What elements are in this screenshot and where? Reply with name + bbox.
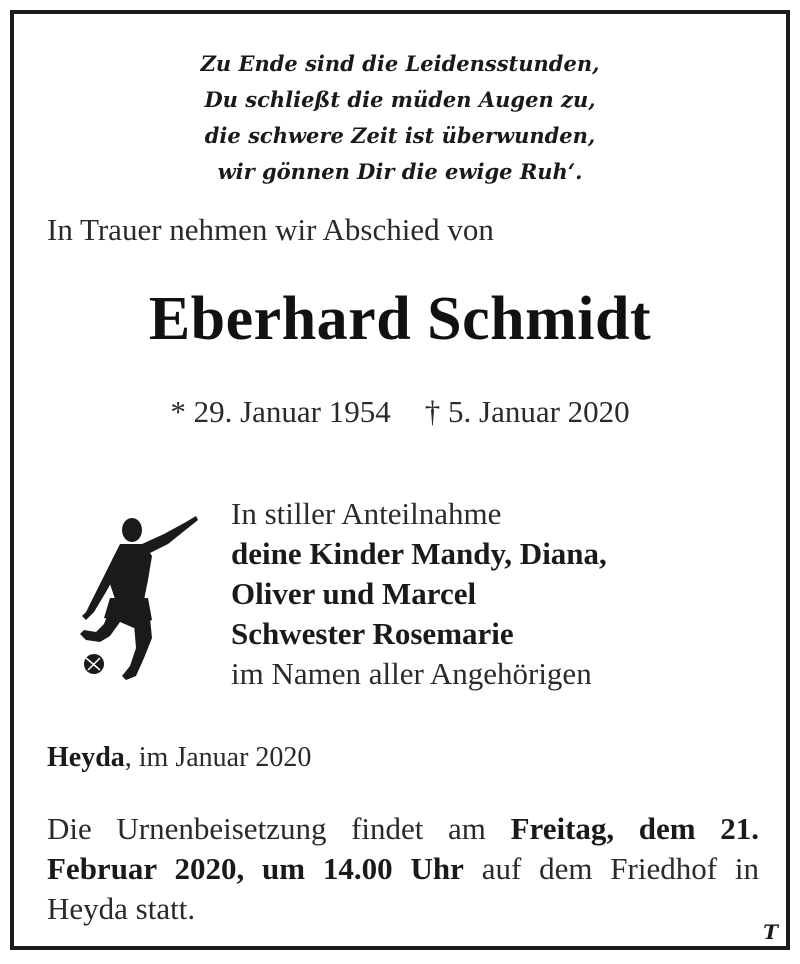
poem [14,46,786,190]
funeral-text-start: Die Urnenbeisetzung findet am [47,811,511,846]
obituary-frame [10,10,790,950]
intro-text: In Trauer nehmen wir Abschied von [47,212,494,247]
poem-line: Zu Ende sind die Leidensstunden, [200,51,600,76]
mourners-block [231,494,607,694]
place-month: , im Januar 2020 [124,742,312,773]
funeral-datetime: Freitag, dem 21. Februar 2020, um 14.00 Uhr [47,811,760,886]
funeral-text-end: auf dem Friedhof in Heyda statt. [47,851,760,926]
death-date: † 5. Januar 2020 [424,394,630,429]
mourner-children: deine Kinder Mandy, Diana, [231,536,607,571]
poem-line: Du schließt die müden Augen zu, [204,87,596,112]
mourner-children-cont: Oliver und Marcel [231,576,477,611]
mourner-sister: Schwester Rosemarie [231,616,514,651]
funeral-notice [47,809,759,929]
place-date [47,742,311,774]
birth-date: * 29. Januar 1954 [170,394,391,429]
place-town: Heyda [47,742,125,773]
life-dates [14,394,786,430]
relatives-line: im Namen aller Angehörigen [231,656,592,691]
condolence-line: In stiller Anteilnahme [231,496,502,531]
publisher-mark: T [763,920,778,944]
poem-line: die schwere Zeit ist überwunden, [204,123,596,148]
poem-line: wir gönnen Dir die ewige Ruh‘. [217,159,583,184]
deceased-name: Eberhard Schmidt [148,285,652,353]
football-player-icon [64,504,204,684]
